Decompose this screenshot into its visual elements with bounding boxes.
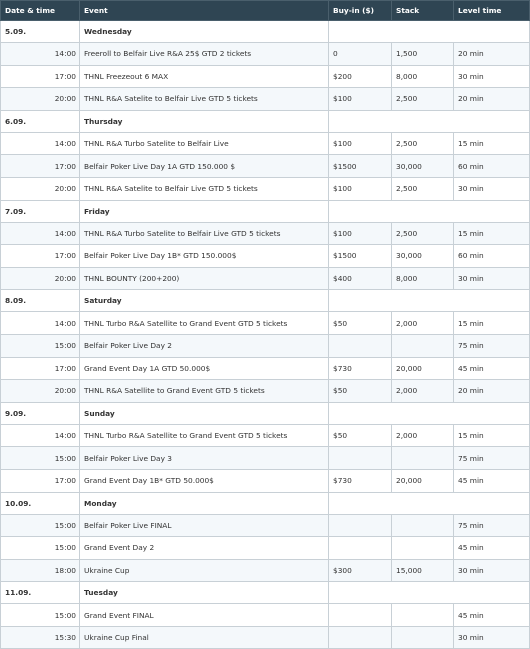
event-level-time: 15 min [454,312,530,335]
event-row [1,65,530,88]
event-level-time: 20 min [454,88,530,111]
event-name: THNL R&A Turbo Satelite to Belfair Live GTD 5 tickets [80,222,329,245]
day-weekday: Sunday [80,402,329,424]
event-row [1,177,530,200]
event-name: THNL Freezeout 6 MAX [80,65,329,88]
event-stack: 1,500 [392,43,454,66]
event-buyin: $50 [329,424,392,447]
event-level-time: 20 min [454,380,530,403]
event-name: Ukraine Cup [80,559,329,582]
event-time: 14:00 [1,312,80,335]
event-name: Belfair Poker Live Day 1A GTD 150.000 $ [80,155,329,178]
event-name: Grand Event Day 2 [80,537,329,560]
event-level-time: 15 min [454,132,530,155]
day-row [1,492,530,514]
event-name: THNL R&A Turbo Satelite to Belfair Live [80,132,329,155]
event-level-time: 30 min [454,267,530,290]
event-level-time: 45 min [454,604,530,627]
event-row [1,132,530,155]
event-stack [392,604,454,627]
event-time: 17:00 [1,155,80,178]
event-name: Belfair Poker Live Day 3 [80,447,329,470]
event-row [1,469,530,492]
event-buyin [329,537,392,560]
day-row-spacer [329,110,530,132]
event-name: Grand Event FINAL [80,604,329,627]
event-level-time: 30 min [454,65,530,88]
event-stack [392,447,454,470]
event-name: Freeroll to Belfair Live R&A 25$ GTD 2 tickets [80,43,329,66]
event-stack: 30,000 [392,155,454,178]
event-buyin: $50 [329,312,392,335]
event-stack: 2,500 [392,132,454,155]
event-time: 20:00 [1,177,80,200]
day-weekday: Wednesday [80,21,329,43]
event-level-time: 75 min [454,447,530,470]
event-time: 14:00 [1,43,80,66]
day-row-spacer [329,492,530,514]
event-buyin: $300 [329,559,392,582]
event-level-time: 15 min [454,424,530,447]
event-stack [392,334,454,357]
day-date: 6.09. [1,110,80,132]
header-event: Event [80,1,329,21]
day-weekday: Tuesday [80,582,329,604]
event-name: Ukraine Cup Final [80,626,329,649]
event-buyin: $400 [329,267,392,290]
day-row-spacer [329,402,530,424]
event-row [1,357,530,380]
day-row-spacer [329,200,530,222]
event-level-time: 30 min [454,177,530,200]
event-time: 15:30 [1,626,80,649]
event-stack: 8,000 [392,65,454,88]
header-row [1,1,530,21]
event-level-time: 45 min [454,357,530,380]
event-time: 14:00 [1,222,80,245]
event-name: Grand Event Day 1A GTD 50.000$ [80,357,329,380]
event-level-time: 30 min [454,559,530,582]
event-stack: 2,500 [392,88,454,111]
event-buyin: $730 [329,469,392,492]
event-time: 14:00 [1,424,80,447]
event-row [1,312,530,335]
day-date: 7.09. [1,200,80,222]
event-buyin [329,604,392,627]
day-weekday: Thursday [80,110,329,132]
event-buyin: $100 [329,88,392,111]
event-stack: 20,000 [392,357,454,380]
event-level-time: 60 min [454,155,530,178]
event-buyin: $100 [329,177,392,200]
day-row [1,402,530,424]
event-time: 14:00 [1,132,80,155]
event-row [1,626,530,649]
event-stack: 2,500 [392,222,454,245]
day-weekday: Monday [80,492,329,514]
day-date: 9.09. [1,402,80,424]
event-time: 15:00 [1,604,80,627]
event-buyin [329,626,392,649]
event-buyin: $100 [329,222,392,245]
event-level-time: 75 min [454,334,530,357]
day-row-spacer [329,290,530,312]
event-stack [392,626,454,649]
header-datetime: Date & time [1,1,80,21]
day-date: 5.09. [1,21,80,43]
day-date: 10.09. [1,492,80,514]
day-row [1,200,530,222]
event-level-time: 45 min [454,469,530,492]
event-row [1,43,530,66]
header-buyin: Buy-in ($) [329,1,392,21]
event-name: Grand Event Day 1B* GTD 50.000$ [80,469,329,492]
event-stack: 30,000 [392,245,454,268]
header-level-time: Level time [454,1,530,21]
event-time: 20:00 [1,88,80,111]
event-time: 15:00 [1,514,80,537]
day-weekday: Friday [80,200,329,222]
event-time: 17:00 [1,357,80,380]
event-level-time: 20 min [454,43,530,66]
day-row [1,110,530,132]
day-date: 11.09. [1,582,80,604]
event-name: Belfair Poker Live Day 2 [80,334,329,357]
day-row [1,21,530,43]
event-name: Belfair Poker Live Day 1B* GTD 150.000$ [80,245,329,268]
event-stack [392,514,454,537]
day-row [1,582,530,604]
event-name: THNL BOUNTY (200+200) [80,267,329,290]
day-date: 8.09. [1,290,80,312]
event-stack: 2,000 [392,312,454,335]
event-time: 20:00 [1,267,80,290]
event-row [1,88,530,111]
event-stack [392,537,454,560]
event-time: 17:00 [1,469,80,492]
event-name: THNL Turbo R&A Satellite to Grand Event GTD 5 tickets [80,424,329,447]
event-buyin: $100 [329,132,392,155]
event-level-time: 75 min [454,514,530,537]
event-level-time: 45 min [454,537,530,560]
event-row [1,245,530,268]
event-time: 15:00 [1,334,80,357]
event-row [1,447,530,470]
event-time: 18:00 [1,559,80,582]
schedule-body [1,21,530,649]
event-row [1,155,530,178]
event-name: THNL R&A Satelite to Belfair Live GTD 5 tickets [80,88,329,111]
event-stack: 2,500 [392,177,454,200]
event-name: THNL R&A Satelite to Belfair Live GTD 5 tickets [80,177,329,200]
event-time: 20:00 [1,380,80,403]
event-level-time: 15 min [454,222,530,245]
day-row [1,290,530,312]
event-buyin: $730 [329,357,392,380]
event-stack: 2,000 [392,380,454,403]
event-stack: 8,000 [392,267,454,290]
event-buyin [329,334,392,357]
event-time: 17:00 [1,65,80,88]
event-row [1,222,530,245]
event-buyin: $1500 [329,155,392,178]
event-stack: 20,000 [392,469,454,492]
event-row [1,267,530,290]
event-time: 15:00 [1,447,80,470]
event-row [1,537,530,560]
event-buyin: $50 [329,380,392,403]
header-stack: Stack [392,1,454,21]
event-row [1,334,530,357]
event-name: THNL R&A Satellite to Grand Event GTD 5 tickets [80,380,329,403]
event-level-time: 30 min [454,626,530,649]
event-name: Belfair Poker Live FINAL [80,514,329,537]
event-buyin: 0 [329,43,392,66]
event-time: 17:00 [1,245,80,268]
event-buyin: $200 [329,65,392,88]
day-row-spacer [329,21,530,43]
day-row-spacer [329,582,530,604]
event-level-time: 60 min [454,245,530,268]
event-row [1,559,530,582]
event-buyin [329,514,392,537]
event-stack: 15,000 [392,559,454,582]
event-row [1,380,530,403]
event-stack: 2,000 [392,424,454,447]
event-row [1,424,530,447]
event-buyin [329,447,392,470]
event-time: 15:00 [1,537,80,560]
event-name: THNL Turbo R&A Satellite to Grand Event GTD 5 tickets [80,312,329,335]
day-weekday: Saturday [80,290,329,312]
event-buyin: $1500 [329,245,392,268]
event-row [1,514,530,537]
event-row [1,604,530,627]
